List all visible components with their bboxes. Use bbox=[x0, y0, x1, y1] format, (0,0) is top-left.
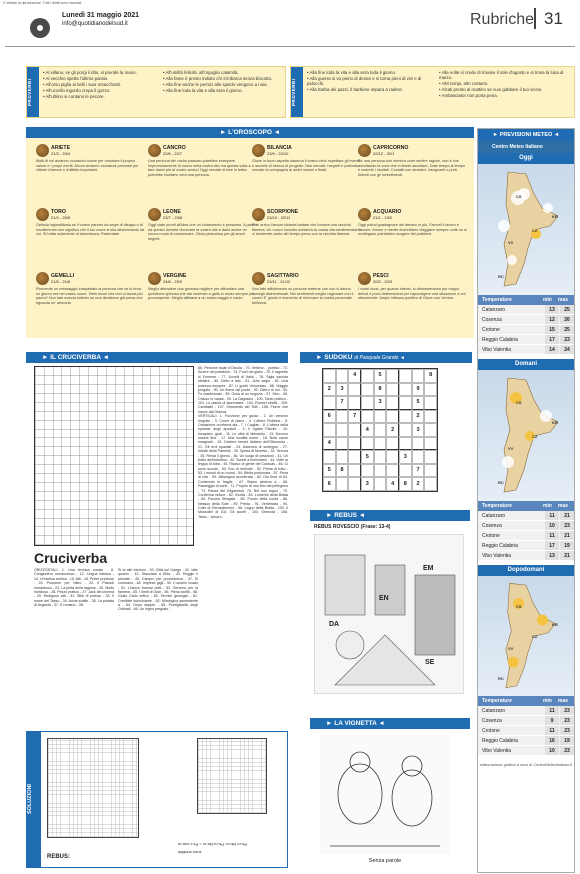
city-label: KR bbox=[552, 622, 558, 627]
city-label: CZ bbox=[532, 434, 538, 439]
sudoku-cell[interactable]: 5 bbox=[323, 464, 336, 478]
issue-date: Lunedì 31 maggio 2021 bbox=[62, 12, 140, 19]
sign-dates: 23/7 - 23/8 bbox=[163, 215, 183, 220]
capricorno-icon bbox=[358, 144, 371, 157]
sudoku-cell[interactable]: 2 bbox=[386, 423, 399, 437]
temperature-header bbox=[478, 696, 574, 706]
rebus-section bbox=[310, 510, 460, 713]
sign-dates: 21/5 - 21/6 bbox=[51, 279, 71, 284]
city-name: Reggio Calabria bbox=[482, 543, 518, 549]
newspaper-logo-icon bbox=[30, 18, 50, 38]
sudoku-cell[interactable]: 3 bbox=[399, 450, 412, 464]
sign-text: Ricevente un messaggio inaspettato la persona che ve lo invia un giorno era nel vostro cuore. Siete sicuri che non vi faccia più paura? Non fate marcia indietro su una decisione già presa che riguarda un' amicizia. bbox=[36, 287, 143, 306]
proverb: • Alla fine loda la vita e alla sera loda il giorno. bbox=[307, 70, 397, 75]
cancro-icon bbox=[148, 144, 161, 157]
city-label: RC bbox=[498, 480, 504, 485]
sign-text: Meglio attendere una giornata migliore per affrontare una questione spinosa che sta venendo a galla in modo sempre più prorompente. Meglio affidarsi a un amico saggio e cauto. bbox=[148, 287, 255, 301]
temp-row bbox=[478, 345, 574, 355]
sudoku-cell[interactable]: 9 bbox=[412, 383, 425, 397]
rebus-solution-label: REBUS: bbox=[47, 854, 71, 860]
temperature-header bbox=[478, 295, 574, 305]
temp-row bbox=[478, 726, 574, 736]
sudoku-cell[interactable] bbox=[399, 396, 412, 410]
pesci-icon bbox=[358, 272, 371, 285]
proverb: • All'orso piglia ai belli i suoi orsacchiotti. bbox=[43, 81, 122, 87]
sudoku-cell[interactable]: 8 bbox=[336, 464, 349, 478]
city-name: Cosenza bbox=[482, 523, 502, 529]
proverb: • Alla fine anche le pernici allo spiedo vengono a noia. bbox=[163, 81, 268, 87]
meteo-day-title: Domani bbox=[478, 359, 574, 370]
crossword-grid[interactable] bbox=[34, 366, 194, 546]
vignetta-section bbox=[310, 718, 460, 872]
proverb: • Alla fine loda la vita e alla sera il giorno. bbox=[163, 87, 243, 93]
temp-max: 25 bbox=[560, 305, 574, 314]
temp-row bbox=[478, 325, 574, 335]
sudoku-cell[interactable] bbox=[361, 369, 374, 383]
sudoku-cell[interactable] bbox=[348, 464, 361, 478]
temperature-label: Temperature bbox=[482, 698, 512, 704]
rebus-band: ► REBUS ◄ bbox=[310, 510, 470, 521]
min-label: min bbox=[543, 698, 552, 704]
sign-name: TORO bbox=[51, 209, 66, 215]
temperature-label: Temperature bbox=[482, 503, 512, 509]
sudoku-cell[interactable] bbox=[399, 383, 412, 397]
sagittario-icon bbox=[252, 272, 265, 285]
temp-min: 10 bbox=[545, 746, 559, 755]
sudoku-cell[interactable] bbox=[361, 410, 374, 424]
scorpione-icon bbox=[252, 208, 265, 221]
sudoku-cell[interactable]: 2 bbox=[412, 477, 425, 491]
sudoku-cell[interactable] bbox=[424, 396, 437, 410]
sudoku-cell[interactable] bbox=[336, 437, 349, 451]
rebus-letter: DA bbox=[329, 621, 340, 628]
sign-name: GEMELLI bbox=[51, 273, 75, 279]
sign-dates: 22/12 - 20/1 bbox=[373, 151, 395, 156]
rebus-title: REBUS ROVESCIO (Frase: 13-4) bbox=[314, 524, 391, 530]
sudoku-cell[interactable] bbox=[386, 464, 399, 478]
sign-name: ACQUARIO bbox=[373, 209, 402, 215]
sign-name: LEONE bbox=[163, 209, 181, 215]
sudoku-cell[interactable] bbox=[386, 410, 399, 424]
sudoku-cell[interactable]: 8 bbox=[374, 383, 387, 397]
temp-min: 17 bbox=[545, 541, 559, 550]
sudoku-cell[interactable] bbox=[399, 437, 412, 451]
sudoku-cell[interactable] bbox=[386, 396, 399, 410]
temp-max: 24 bbox=[560, 345, 574, 354]
sudoku-cell[interactable] bbox=[348, 437, 361, 451]
proverbi-col-3 bbox=[307, 70, 432, 93]
city-label: RC bbox=[498, 676, 504, 681]
temp-min: 14 bbox=[545, 345, 559, 354]
sign-name: PESCI bbox=[373, 273, 389, 279]
proverb: • Alzati presto al mattino se vuoi gabbare il tuo vicino. bbox=[439, 87, 543, 93]
city-name: Catanzaro bbox=[482, 513, 506, 519]
sudoku-cell[interactable] bbox=[399, 423, 412, 437]
sudoku-cell[interactable] bbox=[412, 437, 425, 451]
calabria-map-dopodomani bbox=[478, 576, 574, 696]
sign-dates: 24/8 - 22/9 bbox=[163, 279, 183, 284]
sudoku-cell[interactable] bbox=[424, 410, 437, 424]
temp-min: 13 bbox=[545, 305, 559, 314]
sudoku-cell[interactable]: 5 bbox=[374, 369, 387, 383]
city-name: Vibo Valentia bbox=[482, 748, 512, 754]
header-divider bbox=[5, 46, 575, 47]
sudoku-cell[interactable] bbox=[386, 383, 399, 397]
section-title: Rubriche bbox=[470, 11, 535, 28]
temp-max: 23 bbox=[560, 716, 574, 725]
sign-name: CAPRICORNO bbox=[373, 145, 409, 151]
gemelli-icon bbox=[36, 272, 49, 285]
sign-text: Gelosia ingiustificata se il vostro partner da segni di disagio o di insofferenza non significa che il tuo cuore si stia allontanando da voi. Si tratta solamente di stanchezza. Pazientate. bbox=[36, 223, 145, 237]
city-name: Reggio Calabria bbox=[482, 738, 518, 744]
temp-row bbox=[478, 716, 574, 726]
acquario-icon bbox=[358, 208, 371, 221]
city-name: Catanzaro bbox=[482, 708, 506, 714]
cartoon-illustration bbox=[320, 734, 450, 854]
min-label: min bbox=[543, 297, 552, 303]
city-name: Cosenza bbox=[482, 718, 502, 724]
sudoku-cell[interactable] bbox=[424, 423, 437, 437]
sudoku-cell[interactable]: 3 bbox=[336, 383, 349, 397]
crossword-clues-right bbox=[198, 366, 288, 519]
sign-dates: 23/9 - 22/10 bbox=[267, 151, 289, 156]
sudoku-cell[interactable] bbox=[323, 423, 336, 437]
sudoku-cell[interactable]: 3 bbox=[412, 423, 425, 437]
sudoku-cell[interactable] bbox=[424, 437, 437, 451]
temp-row bbox=[478, 335, 574, 345]
sudoku-cell[interactable] bbox=[323, 369, 336, 383]
sudoku-cell[interactable]: 3 bbox=[361, 477, 374, 491]
max-label: max bbox=[558, 503, 569, 509]
proverbi-label: PROVERBI bbox=[27, 67, 39, 117]
sudoku-cell[interactable]: 3 bbox=[374, 396, 387, 410]
sign-text: I vostri dorsi, per quanto intensi, si dimostreranno pur troppo deboli e poco determinanti per capovolgere una situazione a voi sfavorevole. Ampio influsso positivo di Giove con Venere. bbox=[358, 287, 466, 301]
min-label: min bbox=[543, 503, 552, 509]
sign-text: Giove in buon aspetto riaserna il vostro cielo rispettare gli eventi e accrete di riserva di progetto. Non cercate i segreti e potendo cercate la compagnia di amici sinceri e fidati. bbox=[252, 159, 360, 173]
temp-min: 11 bbox=[545, 726, 559, 735]
city-name: Crotone bbox=[482, 533, 500, 539]
proverb: • Altri tempi, altri costumi. bbox=[439, 81, 489, 87]
sudoku-cell[interactable] bbox=[336, 477, 349, 491]
proverb: • All'umiltà felicità, all'orgoglio calamità. bbox=[163, 70, 239, 75]
leone-icon bbox=[148, 208, 161, 221]
city-name: Reggio Calabria bbox=[482, 337, 518, 343]
temp-min: 16 bbox=[545, 736, 559, 745]
sign-name: BILANCIA bbox=[267, 145, 292, 151]
sign-text: Non fate affidamento su persone esterne che non vi danno consigli disinteressati. Nei sentimenti meglio ragionare con il cuore! E' giunto il momento di rinnovare la vostra personale bellezza. bbox=[252, 287, 354, 306]
sudoku-cell[interactable] bbox=[424, 477, 437, 491]
max-label: max bbox=[558, 297, 569, 303]
sign-dates: 21/4 - 20/5 bbox=[51, 215, 71, 220]
sudoku-cell[interactable]: 7 bbox=[336, 396, 349, 410]
temp-min: 11 bbox=[545, 511, 559, 520]
rebus-letter: EN bbox=[379, 595, 389, 602]
temp-max: 21 bbox=[560, 551, 574, 560]
temp-row bbox=[478, 521, 574, 531]
sudoku-cell[interactable] bbox=[323, 450, 336, 464]
sudoku-cell[interactable]: 8 bbox=[424, 369, 437, 383]
solution-sudoku-grid bbox=[197, 738, 267, 814]
sign-dates: 23/11 - 21/12 bbox=[267, 279, 291, 284]
sudoku-cell[interactable]: 5 bbox=[361, 450, 374, 464]
proverbi-col-1 bbox=[43, 70, 158, 99]
sudoku-cell[interactable] bbox=[374, 477, 387, 491]
clue-text: VERTICALI: 1. Funzione per guida - 2. Un venzion ringrato - 3. Cuore di piano - 4. L'attore Robbins - 5. Ondazione un'eterna ala - 7. I Cagliari - 8. L'ultima della epistola degli apostoli - 9. Il rigatta Fisicini - 10. Incapace, guai - 11. Le città di Mendolio - 13. Devono essere fine - 17. Una località nome - 18. Note carne marginali - 19. Celebre tenore italiano dell'Ottocento - 21. Gli eroi spaziali - 24. Assenza di sostegno - 27. Iniziali della Parmisk - 30. Spesa di Moretto - 32. Verona - 35. Resta il giorno - 36. Un luogo di creazioni - 41. Un tratto dell'intestino - 42. Sconti a esercitarlo - 44. Volte la lingua di Alba - 45. Ricavo di gente del Caracas - 46. Ci sono scuola - 50. Eco di melodie - 52. Prima di tutto - 53. I minuti di un round - 54. Bibita profumata - 57. Pena di vita - 59. Mitologica accelerata - 62. Dio fiore di 63. Contenuto in fragile - 67. Siamo almeno a - 68. Passeggio di conti - 71. Proprio di uno fino dal pellegrino - 73. Pausa del Gilgamesh, 76. Nel suo regno - 79. Conferma veloce - 82. Svolta - 83. Lumerbo della Bidda - 84. Piccola Stregata - 85. Fondo della costa - 86. Nessun della Sole - 89. Preda - 91. Vertebrata - 94. Colle di Gerusalemme - 96. Legno della Bidda - 100. Il Mussolini di 102. Gli sconti - 104. Olenuda - 106. Testo... sonoro. bbox=[198, 414, 288, 519]
sudoku-cell[interactable]: 2 bbox=[323, 383, 336, 397]
sudoku-cell[interactable] bbox=[374, 410, 387, 424]
sudoku-grid[interactable] bbox=[322, 368, 438, 492]
sudoku-cell[interactable] bbox=[399, 410, 412, 424]
cruciverba-band: ► IL CRUCIVERBA ◄ bbox=[26, 352, 288, 363]
soluzioni-section bbox=[26, 731, 288, 868]
sudoku-cell[interactable]: 7 bbox=[348, 410, 361, 424]
sudoku-cell[interactable] bbox=[386, 450, 399, 464]
temp-min: 15 bbox=[545, 325, 559, 334]
temp-min: 13 bbox=[545, 551, 559, 560]
sudoku-cell[interactable] bbox=[424, 464, 437, 478]
sign-text: E' in arrivo l'amore tuttavia badate che tornerà una vecchia fiamma. Un nuovo incontro schiarirà la vostra vita sentimentale e vi renderete conto del tempo perso con la vecchia fiamma. bbox=[252, 223, 361, 237]
sudoku-cell[interactable] bbox=[412, 369, 425, 383]
sudoku-cell[interactable] bbox=[399, 369, 412, 383]
temp-min: 11 bbox=[545, 706, 559, 715]
sudoku-cell[interactable]: 8 bbox=[399, 477, 412, 491]
proverbi-col-2 bbox=[163, 70, 283, 94]
temp-row bbox=[478, 706, 574, 716]
sudoku-cell[interactable] bbox=[336, 450, 349, 464]
sign-name: ARIETE bbox=[51, 145, 71, 151]
city-label: KR bbox=[552, 420, 558, 425]
page-number: 31 bbox=[534, 8, 563, 29]
solution-note: sono credibili. bbox=[177, 850, 202, 855]
temp-max: 23 bbox=[560, 335, 574, 344]
sign-text: Molti di voi avranno occasioni nuove per mostrare il proprio valore e i propri meriti. Alcuni avranno occasioni preziose per vittorie d'amore o d'affetto importanti. bbox=[36, 159, 139, 173]
temp-max: 21 bbox=[560, 531, 574, 540]
sudoku-cell[interactable] bbox=[348, 450, 361, 464]
temp-row bbox=[478, 746, 574, 756]
sign-dates: 21/1 - 19/2 bbox=[373, 215, 393, 220]
sudoku-cell[interactable] bbox=[348, 477, 361, 491]
sign-text: Oggi potrai guadagnare del denaro in più. Favoriti il lavoro e l'amore. Amore e mente dovrebbero viaggiare sempre unite se si scollegano potrebbero sorgere dei problemi. bbox=[358, 223, 467, 237]
temperature-label: Temperature bbox=[482, 297, 512, 303]
sign-name: SCORPIONE bbox=[267, 209, 299, 215]
proverb: • All'ultimo si contano le pecore. bbox=[43, 93, 105, 99]
rebus-letter: EM bbox=[423, 565, 434, 572]
city-name: Cosenza bbox=[482, 317, 502, 323]
cruciverba-title: Cruciverba bbox=[34, 550, 108, 566]
temp-max: 19 bbox=[560, 541, 574, 550]
sudoku-cell[interactable] bbox=[424, 450, 437, 464]
toro-icon bbox=[36, 208, 49, 221]
sign-name: CANCRO bbox=[163, 145, 186, 151]
proverb: • All'uccello ingordo crepa il gozzo. bbox=[43, 87, 111, 93]
sudoku-cell[interactable]: 7 bbox=[412, 464, 425, 478]
sudoku-cell[interactable] bbox=[336, 410, 349, 424]
temp-max: 23 bbox=[560, 746, 574, 755]
sudoku-cell[interactable]: 6 bbox=[323, 410, 336, 424]
proverb: • Al vecchio spetta l'ultimo parola. bbox=[43, 75, 109, 81]
sign-name: VERGINE bbox=[163, 273, 187, 279]
temp-max: 21 bbox=[560, 511, 574, 520]
city-label: CZ bbox=[532, 228, 538, 233]
city-label: RC bbox=[498, 274, 504, 279]
temp-max: 19 bbox=[560, 736, 574, 745]
ariete-icon bbox=[36, 144, 49, 157]
sign-text: Se una persona non sembra voler sentire ragioni, non è che ascoltando la voce che vi farete ascoltare. Date tempo al tempo e vedrete i risultati. Contatti con stranieri, insegnanti o preti. Attenti con gli investimenti. bbox=[358, 159, 466, 178]
sudoku-cell[interactable] bbox=[386, 437, 399, 451]
calabria-map-domani bbox=[478, 370, 574, 501]
city-name: Crotone bbox=[482, 728, 500, 734]
sudoku-cell[interactable] bbox=[412, 450, 425, 464]
sign-dates: 23/10 - 22/11 bbox=[267, 215, 291, 220]
meteo-panel bbox=[477, 128, 575, 873]
city-label: VV bbox=[508, 646, 514, 651]
temp-min: 17 bbox=[545, 335, 559, 344]
temp-row bbox=[478, 541, 574, 551]
proverb: • Alla guerra si va pieno di denari e si torna pieni di vizi e di pidocchi. bbox=[307, 75, 422, 87]
sudoku-band bbox=[300, 352, 472, 363]
proverb: • Al villano, se gli porgi il dito, si prende la mano. bbox=[43, 70, 137, 75]
meteo-day-title: Dopodomani bbox=[478, 565, 574, 576]
city-label: CS bbox=[516, 604, 522, 609]
city-label: CS bbox=[516, 400, 522, 405]
sudoku-cell[interactable] bbox=[323, 396, 336, 410]
sudoku-cell[interactable] bbox=[348, 423, 361, 437]
oroscopo-section bbox=[26, 138, 474, 338]
solution-crossword-grid bbox=[47, 738, 139, 838]
temp-row bbox=[478, 315, 574, 325]
temp-max: 23 bbox=[560, 726, 574, 735]
proverbi-col-4 bbox=[439, 70, 571, 99]
city-name: Crotone bbox=[482, 327, 500, 333]
crossword-clues-bottom-1: ORIZZONTALI: 1. Una tecnica vocale - 8. Congiuntivo romanzesco - 12. Lingua italiana - 14. Un'antica eretica - 15. Atti - 16. Pietre preziose - 20. Pronome per l'altro - 22. Il Pascoli romanesco - 23. La pietà della ragione - 26. Molto invidioso - 28. Pezzo pratico - 27. Jack del cinema - 29. Redigono atti - 31. Stile di poesia - 33. Il nome del Tasso - 34. Anzia sottile - 38. La portata di Augusta - 37. E romano - 38. bbox=[34, 568, 114, 607]
sudoku-cell[interactable] bbox=[348, 396, 361, 410]
contact-email[interactable]: info@quotidianodelsud.it bbox=[62, 21, 128, 27]
max-label: max bbox=[558, 698, 569, 704]
temp-max: 23 bbox=[560, 706, 574, 715]
bilancia-icon bbox=[252, 144, 265, 157]
meteo-day-title: Oggi bbox=[478, 153, 574, 164]
proverbi-label: PROVERBI bbox=[291, 67, 303, 117]
sign-dates: 22/6 - 22/7 bbox=[163, 151, 183, 156]
rebus-letter: SE bbox=[425, 659, 435, 666]
city-label: VV bbox=[508, 240, 514, 245]
temp-min: 9 bbox=[545, 716, 559, 725]
sudoku-cell[interactable] bbox=[374, 437, 387, 451]
rebus-solution-text: Pe-ro Ne-ro: Pe-ro-Ne-ro = Pe-r-one-ro bbox=[177, 842, 247, 847]
sudoku-cell[interactable] bbox=[336, 423, 349, 437]
proverbi-box-left bbox=[26, 66, 286, 118]
sign-dates: 20/2 - 20/3 bbox=[373, 279, 393, 284]
sudoku-cell[interactable] bbox=[374, 450, 387, 464]
cartoon-caption: Senza parole bbox=[368, 858, 402, 864]
temp-max: 26 bbox=[560, 315, 574, 324]
sudoku-cell[interactable] bbox=[348, 383, 361, 397]
calabria-map-oggi bbox=[478, 164, 574, 295]
sudoku-cell[interactable]: 5 bbox=[412, 396, 425, 410]
clue-text: 66. Persone locali d'Oscula - 70. Velieno... poetico - 72. Scorre nel polettone - 74. Fuori nel giallo - 75. Il ragnetto di Furnese - 77. Uccelli di Italia - 78. Sigla sarcida stellare - 80. Detto a lato - 81. John segla - 82. Una potenza europea - 87. Li guidò Venceslao - 88. Viaggio pregato - 90. Un fiume del ponte - 92. Dietro di noi - 93. Fu martirizzato - 95. Gioia di un negozio - 97. Sino - 98. Chiuso in cassa - 99. La Dagosino - 100. Tanto politico - 101. Lu pianta di laurenazia - 103. Rumori sbiotti - 105. Cambiale - 107. Strumento dei Tolti - 108. Fiume che nasce dal Gianna. bbox=[198, 366, 288, 414]
sign-name: SAGITTARIO bbox=[267, 273, 299, 279]
sign-text: Oggi siate pronti all'idea che un chiarimento è prossimo. A partire da questo dovrete rinnovare la vostra vita e darvi anche un nuovo modo di comunicare. Gioia pericolosa per gli amori segreti. bbox=[148, 223, 258, 242]
meteo-footer: elaborazione grafica a cura di CentroMeteoItaliano.it bbox=[479, 762, 573, 767]
temp-row bbox=[478, 305, 574, 315]
sudoku-cell[interactable]: 2 bbox=[412, 410, 425, 424]
vergine-icon bbox=[148, 272, 161, 285]
sudoku-cell[interactable] bbox=[361, 383, 374, 397]
sudoku-cell[interactable] bbox=[361, 437, 374, 451]
sudoku-cell[interactable] bbox=[424, 383, 437, 397]
sudoku-cell[interactable] bbox=[374, 423, 387, 437]
city-name: Vibo Valentia bbox=[482, 553, 512, 559]
soluzioni-band: SOLUZIONI bbox=[27, 732, 41, 867]
sudoku-cell[interactable]: 4 bbox=[361, 423, 374, 437]
temp-max: 25 bbox=[560, 325, 574, 334]
city-label: VV bbox=[508, 446, 514, 451]
city-label: CS bbox=[516, 194, 522, 199]
city-label: KR bbox=[552, 214, 558, 219]
meteo-brand: Centro Meteo Italiano bbox=[478, 141, 574, 153]
proverb: • Ambasciator non porta pena. bbox=[439, 93, 498, 98]
sudoku-cell[interactable] bbox=[386, 369, 399, 383]
proverb: • Alla fame è presto indiato chi s'imbarca senza biscotto. bbox=[163, 75, 273, 81]
proverbi-box-right bbox=[290, 66, 575, 118]
sudoku-cell[interactable]: 6 bbox=[323, 477, 336, 491]
temp-row bbox=[478, 551, 574, 561]
crossword-clues-bottom-2: Si fa alle elezioni - 39. Città sul Gange - 40. Vale quanto - 42. Stanziata a Ebla - 43. Reggie il primate - 45. Campo; per provvidenza - 47. Si coronano - 48. Imprese gigli - 49. L'uccello rosato - 51. L'istoco Kansai dotti - 53. Servono per la fiamma - 55. I limiti di Gian - 56. Piena stoffa - 58. Giulio Carlo critico - 60. Termini geologici - 61. Credibile indovinante - 62. Mitologica ascendente a - 64. Dopo doppio - 65. Puntigliosità degli Ordinali - 66. Un legno pregiato - bbox=[118, 568, 198, 612]
temp-min: 10 bbox=[545, 521, 559, 530]
sudoku-cell[interactable]: 4 bbox=[323, 437, 336, 451]
temp-min: 12 bbox=[545, 315, 559, 324]
sudoku-cell[interactable]: 4 bbox=[348, 369, 361, 383]
rebus-illustration bbox=[314, 534, 464, 694]
sudoku-author: di Pasquale Grande ◄ bbox=[354, 355, 405, 361]
temp-row bbox=[478, 531, 574, 541]
sudoku-cell[interactable] bbox=[374, 464, 387, 478]
temperature-header bbox=[478, 501, 574, 511]
temp-min: 11 bbox=[545, 531, 559, 540]
sign-text: Una persona del vostro passato potrebbe irrompere improvvisamente di nuovo nella vostra vita ma questa volta a fare danni più al vostro amico! Oggi cercate di fare in fretta potrebbe risultarvi vera una persona. bbox=[148, 159, 251, 178]
sign-dates: 21/3 - 20/4 bbox=[51, 151, 71, 156]
sudoku-band-title: ► SUDOKU bbox=[316, 354, 353, 361]
meteo-title: ► PREVISIONI METEO ◄ bbox=[478, 129, 574, 141]
sudoku-cell[interactable] bbox=[361, 396, 374, 410]
temp-row bbox=[478, 736, 574, 746]
copyright-notice: © vietato la riproduzione. Tutti i diritti sono riservati bbox=[3, 1, 82, 5]
temp-row bbox=[478, 511, 574, 521]
city-label: CZ bbox=[532, 634, 538, 639]
sudoku-cell[interactable] bbox=[336, 369, 349, 383]
vignetta-band: ► LA VIGNETTA ◄ bbox=[310, 718, 470, 729]
city-name: Vibo Valentia bbox=[482, 347, 512, 353]
temp-max: 23 bbox=[560, 521, 574, 530]
city-name: Catanzaro bbox=[482, 307, 506, 313]
sudoku-cell[interactable] bbox=[361, 464, 374, 478]
sudoku-cell[interactable]: 4 bbox=[386, 477, 399, 491]
oroscopo-band: ► L'OROSCOPO ◄ bbox=[26, 127, 474, 138]
proverb: • Alla barba dei pazzi, il barbiere impara a radere. bbox=[307, 87, 403, 93]
sudoku-cell[interactable] bbox=[399, 464, 412, 478]
proverb: • Alle volte si crede di trovare il sole d'agosto e si trova la luna di marzo. bbox=[439, 70, 564, 81]
